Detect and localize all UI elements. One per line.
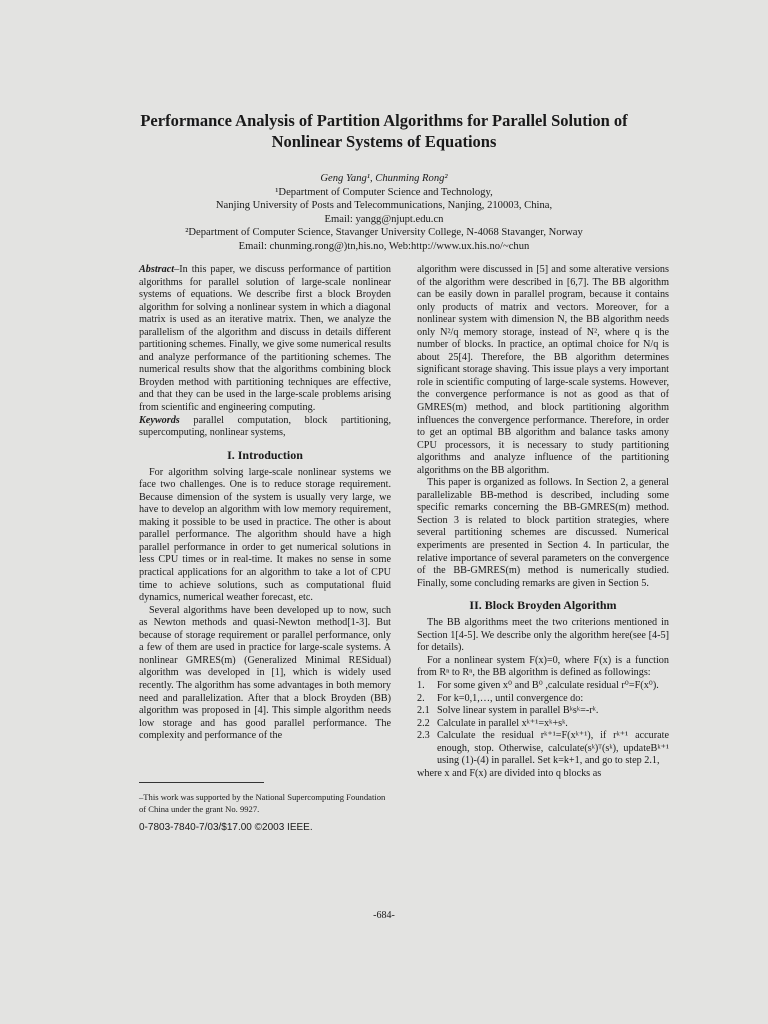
abstract-text: –In this paper, we discuss performance of partition algorithms for parallel solution of large-scale nonlinear systems of equations. We describe first a block Broyden algorithm for solving a nonlinear system in which a diagonal matrix is used as an iterative matrix. Then, we analyze the parallelism of the algorithm and discuss in details different partitioning schemes. Finally, we give some numerical results and analyze performance of the partitioning schemes. The numerical results show that the algorithms combining block Broyden method with partitioning techniques are effective, and that they can be used in the large-scale problems arising from scientific and engineering computing. xyxy=(139,264,391,414)
algorithm-step: 2.3 Calculate the residual rᵏ⁺¹=F(xᵏ⁺¹), if rᵏ⁺¹ accurate enough, stop. Otherwise, calculate(sᵏ)ᵀ(sᵏ), updateBᵏ⁺¹ using (1)-(4) in parallel. Set k=k+1, and go to step 2.1, xyxy=(417,730,669,767)
page-number: -684- xyxy=(373,910,395,921)
right-paragraph-2: This paper is organized as follows. In Section 2, a general parallelizable BB-method is described, including some specific remarks concerning the BB-GMRES(m) method. Section 3 is related to block partition strategies, where several partitioning schemes are discussed. Numerical experiments are presented in Section 4. In particular, the relative importance of several parameters on the convergence of the BB-GMRES(m) method is numerically studied. Finally, some concluding remarks are given in Section 5. xyxy=(417,477,669,589)
algorithm-step: 2.2 Calculate in parallel xᵏ⁺¹=xᵏ+sᵏ. xyxy=(417,717,568,729)
keywords xyxy=(139,415,391,440)
left-column xyxy=(139,264,391,743)
right-column xyxy=(417,264,669,780)
algorithm-step: 2. For k=0,1,…, until convergence do: xyxy=(417,692,584,704)
abstract xyxy=(139,264,391,415)
intro-paragraph-2: Several algorithms have been developed up to now, such as Newton methods and quasi-Newton method[1-3]. But because of storage requirement or parallel performance, only a few of them are used in practice for large-scale systems. A nonlinear GMRES(m) (Generalized Minimal RESidual) algorithm was developed in [1], which is widely used recently. The algorithm has some advantages in both memory need and parallelization. After that a block Broyden (BB) algorithm was proposed in [4]. This simple algorithm needs low storage and has good parallel performance. The complexity and performance of the xyxy=(139,604,391,742)
copyright-line: 0-7803-7840-7/03/$17.00 ©2003 IEEE. xyxy=(139,822,313,833)
algorithm-step: 1. For some given x⁰ and B⁰ ,calculate residual r⁰=F(x⁰). xyxy=(417,679,659,691)
author-names: Geng Yang¹, Chunming Rong² xyxy=(320,173,448,184)
bb-tail-text: where x and F(x) are divided into q blocks as xyxy=(417,767,602,779)
author-block xyxy=(150,172,618,254)
right-paragraph-1: algorithm were discussed in [5] and some alterative versions of the algorithm were described in [6,7]. The BB algorithm can be easily down in parallel program, because it contains only products of matrix and vectors. Moreover, for a nonlinear system with dimension N, the BB algorithm needs only N²/q memory storage, instead of N², where q is the number of blocks. In practice, an optimal choice for N/q is about 25[4]. Therefore, the BB algorithm determines significant storage shaving. This issue plays a very important role in scientific computing of large-scale systems. However, the convergence performance is not as good as that of GMRES(m) method, and block partitioning algorithm influences the convergence performance. Therefore, in order to get an optimal BB algorithm and balance tasks amony CPU processors, it is necessary to study partitioning algorithms and analyze influence of the partitioning algorithms on the BB algorithm. xyxy=(417,264,669,476)
section-heading-block-broyden: II. Block Broyden Algorithm xyxy=(469,598,617,613)
bb-paragraph-1: The BB algorithms meet the two criterions mentioned in Section 1[4-5]. We describe only the algorithm here(see [4-5] for details). xyxy=(417,617,669,654)
affiliation-1-address: Nanjing University of Posts and Telecommunications, Nanjing, 210003, China, xyxy=(215,200,553,212)
keywords-text: parallel computation, block partitioning, supercomputing, nonlinear systems, xyxy=(139,414,391,439)
affiliation-1: ¹Department of Computer Science and Technology, xyxy=(275,186,493,198)
abstract-label: Abstract xyxy=(139,264,175,275)
section-heading-introduction: I. Introduction xyxy=(227,447,303,462)
affiliation-2: ²Department of Computer Science, Stavanger University College, N-4068 Stavanger, Norway xyxy=(185,227,583,239)
algorithm-step: 2.1 Solve linear system in parallel Bᵏsᵏ=-rᵏ. xyxy=(417,705,599,717)
footnote-rule xyxy=(139,782,264,783)
email-1: Email: yangg@njupt.edu.cn xyxy=(324,213,444,225)
intro-paragraph-1: For algorithm solving large-scale nonlinear systems we face two challenges. One is to reduce storage requirement. Because dimension of the system is usually very large, we have to develop an algorithm with low memory requirement, making it possible to be used in practice. The other is about parallel performance. The algorithm should have a high parallel performance in order to get numerical solutions in less CPU times or in real-time. It makes no sense in some practical applications for an algorithm to take a lot of CPU time to achieve solutions, such as computational fluid dynamics, numerical weather forecast, etc. xyxy=(139,466,391,604)
bb-paragraph-2: For a nonlinear system F(x)=0, where F(x) is a function from Rⁿ to Rⁿ, the BB algorithm is defined as followings: xyxy=(417,654,669,679)
title-line-2: Nonlinear Systems of Equations xyxy=(271,132,497,151)
keywords-label: Keywords xyxy=(139,414,180,426)
title-line-1: Performance Analysis of Partition Algorithms for Parallel Solution of xyxy=(140,111,628,130)
funding-footnote: –This work was supported by the National Supercomputing Foundation of China under the grant No. 9927. xyxy=(139,792,386,814)
algorithm-steps xyxy=(417,680,669,768)
paper-title xyxy=(120,110,648,152)
email-2: Email: chunming.rong@)tn,his.no, Web:http://www.ux.his.no/~chun xyxy=(238,240,530,252)
